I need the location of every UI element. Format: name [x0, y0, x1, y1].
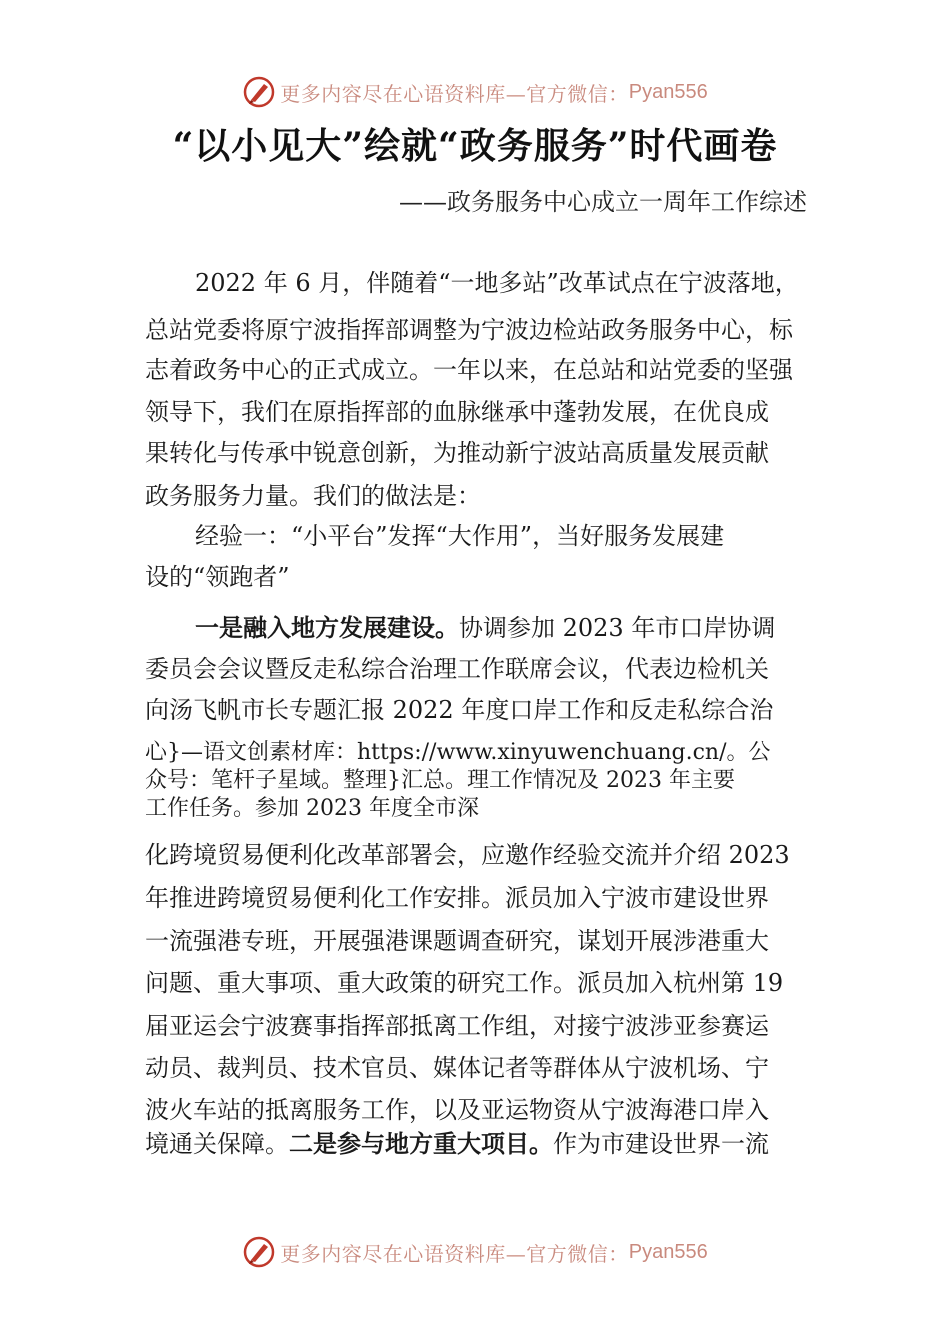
document-title: “以小见大”绘就“政务服务”时代画卷	[172, 125, 778, 167]
body-line: 问题、重大事项、重大政策的研究工作。派员加入杭州第 19	[145, 969, 784, 997]
watermark-wechat-id: Pyan556	[628, 80, 708, 103]
body-line: 一流强港专班，开展强港课题调查研究，谋划开展涉港重大	[145, 927, 769, 955]
watermark-text: 更多内容尽在心语资料库—官方微信：	[280, 1241, 629, 1266]
body-line: 2022 年 6 月，伴随着“一地多站”改革试点在宁波落地，	[195, 269, 799, 297]
watermark-wechat-id: Pyan556	[628, 1240, 708, 1263]
body-line: 工作任务。参加 2023 年度全市深	[145, 796, 479, 821]
body-line: 果转化与传承中锐意创新，为推动新宁波站高质量发展贡献	[145, 439, 769, 467]
bold-lead: 二是参与地方重大项目。	[289, 1130, 553, 1158]
body-line	[195, 608, 775, 643]
body-line: 委员会会议暨反走私综合治理工作联席会议，代表边检机关	[145, 655, 769, 683]
body-line: 志着政务中心的正式成立。一年以来，在总站和站党委的坚强	[145, 356, 793, 384]
watermark-footer	[0, 1232, 950, 1272]
watermark-header	[0, 72, 950, 112]
inserted-ad-line: 心}—语文创素材库：https://www.xinyuwenchuang.cn/。公	[145, 740, 771, 765]
body-text: 作为市建设世界一流	[553, 1130, 769, 1158]
section-heading-line: 设的“领跑者”	[145, 563, 290, 591]
document-subtitle: ——政务服务中心成立一周年工作综述	[399, 188, 807, 216]
body-line: 届亚运会宁波赛事指挥部抵离工作组，对接宁波涉亚参赛运	[145, 1012, 769, 1040]
watermark-text: 更多内容尽在心语资料库—官方微信：	[280, 81, 629, 106]
pen-logo-icon	[242, 75, 276, 109]
body-text: 境通关保障。	[145, 1130, 289, 1158]
body-line: 总站党委将原宁波指挥部调整为宁波边检站政务服务中心，标	[145, 316, 793, 344]
body-line: 波火车站的抵离服务工作，以及亚运物资从宁波海港口岸入	[145, 1096, 769, 1124]
body-line: 年推进跨境贸易便利化工作安排。派员加入宁波市建设世界	[145, 884, 769, 912]
inserted-ad-line: 众号：笔杆子星域。整理}汇总。理工作情况及 2023 年主要	[145, 768, 735, 793]
body-text: 协调参加 2023 年市口岸协调	[459, 614, 776, 642]
bold-lead: 一是融入地方发展建设。	[195, 614, 459, 642]
body-line	[145, 1124, 769, 1159]
body-line: 化跨境贸易便利化改革部署会，应邀作经验交流并介绍 2023	[145, 841, 790, 869]
body-line: 动员、裁判员、技术官员、媒体记者等群体从宁波机场、宁	[145, 1054, 769, 1082]
body-line: 政务服务力量。我们的做法是：	[145, 482, 481, 510]
body-line: 向汤飞帆市长专题汇报 2022 年度口岸工作和反走私综合治	[145, 696, 774, 724]
pen-logo-icon	[242, 1235, 276, 1269]
section-heading-line: 经验一：“小平台”发挥“大作用”，当好服务发展建	[195, 522, 725, 550]
body-line: 领导下，我们在原指挥部的血脉继承中蓬勃发展，在优良成	[145, 398, 769, 426]
